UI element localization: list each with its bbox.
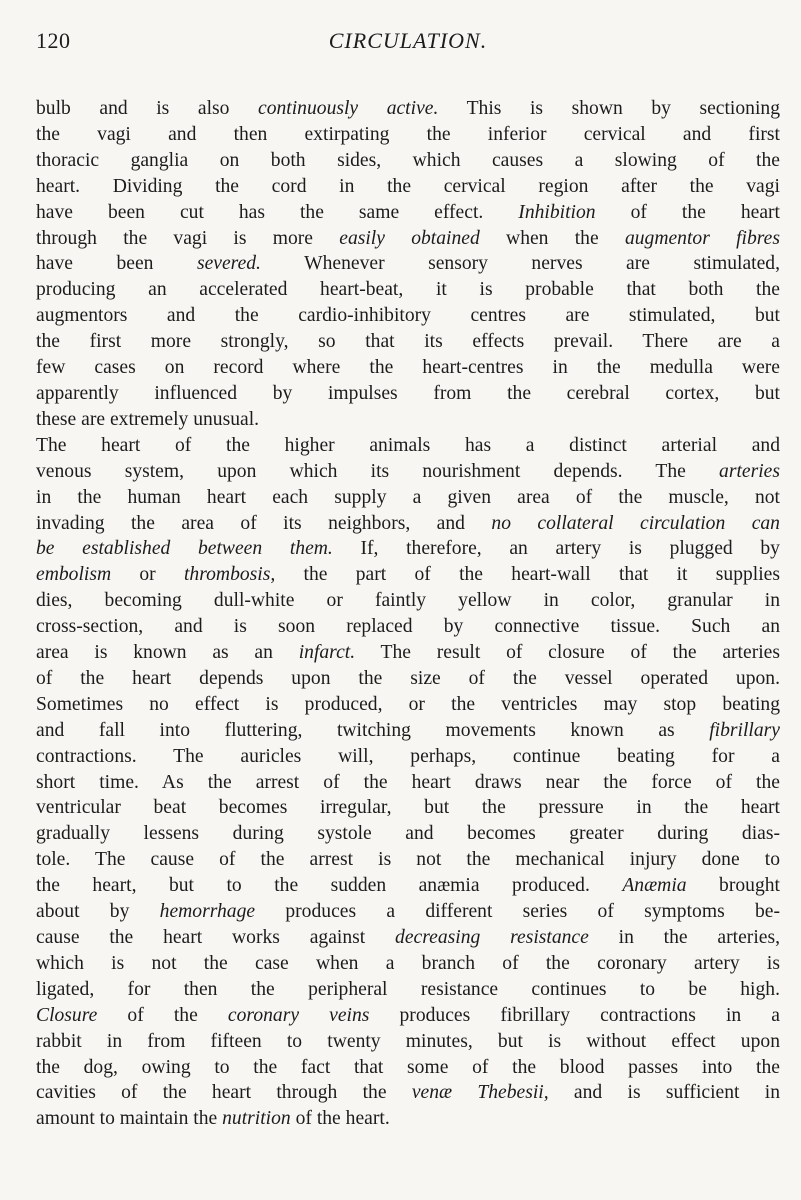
text-line	[36, 847, 780, 873]
italic-text: Inhibition	[518, 201, 596, 223]
text-segment: when the	[479, 227, 625, 249]
text-segment: the vagi and then extirpating the inferior cervical and first	[36, 123, 780, 145]
text-line	[36, 873, 780, 899]
text-segment: invading the area of its neighbors, and	[36, 512, 492, 534]
text-segment: in the human heart each supply a given area of the muscle, not	[36, 486, 780, 508]
italic-text: severed.	[196, 253, 261, 275]
text-segment: gradually lessens during systole and becomes greater during dias-	[36, 823, 780, 845]
text-segment: the dog, owing to the fact that some of the blood passes into the	[36, 1056, 780, 1078]
text-segment: and is sufficient in	[548, 1082, 781, 1104]
text-line	[36, 122, 780, 148]
text-line	[36, 614, 780, 640]
italic-text: augmentor fibres	[624, 227, 780, 249]
text-segment: tole. The cause of the arrest is not the mechanical injury done to	[36, 849, 780, 871]
text-segment: dies, becoming dull-white or faintly yellow in color, granular in	[36, 590, 780, 612]
text-segment: thoracic ganglia on both sides, which causes a slowing of the	[36, 149, 780, 171]
page-number: 120	[36, 28, 71, 53]
text-line	[36, 795, 780, 821]
italic-text: continuously active.	[258, 98, 439, 119]
text-line	[36, 536, 780, 562]
text-line	[36, 562, 780, 588]
text-segment: have been	[36, 253, 197, 275]
italic-text: arteries	[719, 460, 780, 482]
text-line	[36, 511, 780, 537]
italic-text: embolism	[36, 564, 112, 586]
text-segment: bulb and is also	[36, 98, 258, 119]
text-segment: about by	[36, 901, 160, 923]
text-line	[36, 744, 780, 770]
italic-text: coronary veins	[227, 1004, 370, 1026]
text-line	[36, 226, 780, 252]
text-line	[36, 692, 780, 718]
text-segment: in the arteries,	[588, 927, 780, 948]
text-segment: or	[111, 564, 184, 586]
text-segment: produces a different series of symptoms be-	[255, 901, 780, 923]
italic-text: Closure	[36, 1004, 98, 1026]
text-segment: through the vagi is more	[36, 227, 340, 249]
text-line	[36, 485, 780, 511]
text-segment: rabbit in from fifteen to twenty minutes, but is without effect upon	[36, 1030, 780, 1052]
body-text	[36, 96, 780, 1132]
text-segment: of the heart depends upon the size of the vessel operated upon.	[36, 667, 780, 689]
text-line	[36, 329, 780, 355]
text-line	[36, 174, 780, 200]
italic-text: hemorrhage	[159, 901, 256, 923]
text-segment: the heart, but to the sudden anæmia produced.	[36, 875, 623, 897]
italic-text: nutrition	[222, 1108, 291, 1130]
text-line	[36, 1003, 780, 1029]
text-line	[36, 277, 780, 303]
text-line	[36, 355, 780, 381]
text-segment: of the	[97, 1004, 228, 1026]
text-line	[36, 977, 780, 1003]
page-header	[36, 22, 780, 62]
text-line	[36, 148, 780, 174]
text-segment: of the heart	[595, 201, 780, 223]
text-segment: ligated, for then the peripheral resistance continues to be high.	[36, 978, 780, 1000]
text-segment: heart. Dividing the cord in the cervical region after the vagi	[36, 175, 780, 197]
italic-text: easily obtained	[339, 227, 480, 249]
text-segment: If, therefore, an artery is plugged by	[332, 538, 780, 560]
text-line	[36, 640, 780, 666]
text-segment: the first more strongly, so that its effects prevail. There are a	[36, 331, 780, 353]
text-line	[36, 821, 780, 847]
text-segment: cause the heart works against	[36, 927, 396, 948]
text-line	[36, 588, 780, 614]
text-segment: venous system, upon which its nourishment depends. The	[36, 460, 720, 482]
italic-text: be established between them.	[36, 538, 333, 560]
running-head: CIRCULATION.	[328, 28, 488, 53]
text-line	[36, 200, 780, 226]
text-segment: Whenever sensory nerves are stimulated,	[260, 253, 780, 275]
text-line	[36, 1055, 780, 1081]
italic-text: Anæmia	[622, 875, 687, 897]
text-line	[36, 303, 780, 329]
italic-text: fibrillary	[709, 719, 780, 741]
text-segment: produces fibrillary contractions in a	[369, 1004, 781, 1026]
text-line	[36, 1029, 780, 1055]
italic-text: decreasing resistance	[395, 927, 589, 948]
text-line	[36, 951, 780, 977]
text-line	[36, 381, 780, 407]
italic-text: venæ Thebesii,	[411, 1082, 549, 1104]
text-segment: apparently influenced by impulses from the cerebral cortex, but	[36, 382, 780, 404]
text-segment: the part of the heart-wall that it supplies	[275, 564, 780, 586]
text-segment: these are extremely unusual.	[36, 408, 260, 430]
text-line	[36, 407, 780, 433]
text-line	[36, 1080, 780, 1106]
text-line	[36, 1106, 780, 1132]
text-segment: This is shown by sectioning	[438, 98, 781, 119]
text-segment: The heart of the higher animals has a distinct arterial and	[36, 434, 780, 456]
text-segment: amount to maintain the	[36, 1108, 223, 1130]
text-segment: cavities of the heart through the	[36, 1082, 412, 1104]
text-line	[36, 718, 780, 744]
text-segment: contractions. The auricles will, perhaps, continue beating for a	[36, 745, 780, 767]
book-page	[36, 22, 780, 1132]
text-line	[36, 96, 780, 122]
text-segment: of the heart.	[290, 1108, 390, 1130]
text-segment: have been cut has the same effect.	[36, 201, 519, 223]
text-segment: which is not the case when a branch of the coronary artery is	[36, 952, 780, 974]
italic-text: thrombosis,	[183, 564, 276, 586]
text-segment: ventricular beat becomes irregular, but the pressure in the heart	[36, 797, 780, 819]
text-line	[36, 433, 780, 459]
text-segment: producing an accelerated heart-beat, it is probable that both the	[36, 279, 780, 301]
text-segment: short time. As the arrest of the heart draws near the force of the	[36, 771, 780, 793]
text-segment: augmentors and the cardio-inhibitory centres are stimulated, but	[36, 305, 780, 327]
text-line	[36, 770, 780, 796]
text-line	[36, 925, 780, 951]
text-line	[36, 459, 780, 485]
text-segment: and fall into fluttering, twitching movements known as	[36, 719, 710, 741]
text-segment: few cases on record where the heart-centres in the medulla were	[36, 357, 780, 379]
text-line	[36, 899, 780, 925]
text-segment: brought	[686, 875, 780, 897]
italic-text: no collateral circulation can	[491, 512, 780, 534]
text-segment: area is known as an	[36, 642, 299, 664]
text-line	[36, 666, 780, 692]
text-segment: The result of closure of the arteries	[355, 642, 780, 664]
text-segment: cross-section, and is soon replaced by connective tissue. Such an	[36, 616, 780, 638]
text-line	[36, 251, 780, 277]
text-segment: Sometimes no effect is produced, or the ventricles may stop beating	[36, 693, 780, 715]
italic-text: infarct.	[298, 642, 356, 664]
